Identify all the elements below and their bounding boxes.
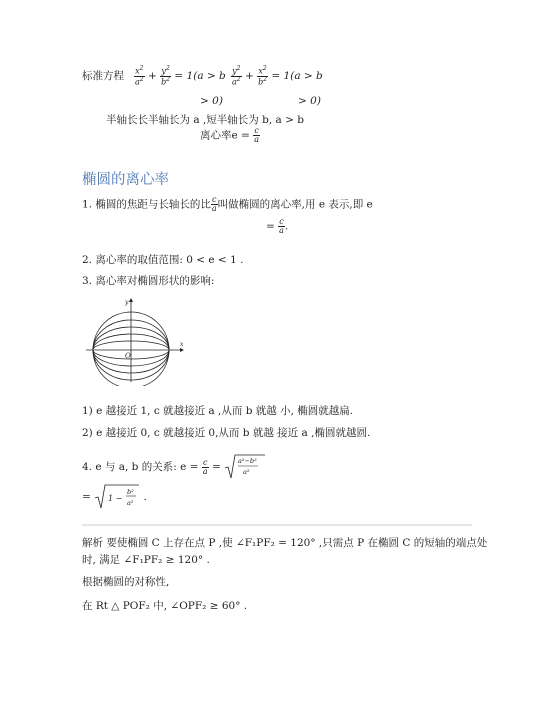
plus-sign: + bbox=[244, 70, 254, 83]
eccentricity-label: 离心率e = bbox=[200, 129, 250, 142]
sqrt-a2-b2-over-a2 bbox=[224, 454, 266, 480]
item4-equals: = bbox=[211, 461, 221, 473]
section-heading: 椭圆的离心率 bbox=[82, 172, 169, 188]
item1-period: . bbox=[284, 220, 289, 233]
item-2: 2. 离心率的取值范围: 0 < e < 1 . bbox=[82, 254, 244, 266]
svg-text:a²: a² bbox=[243, 468, 250, 476]
item-1: 1. 椭圆的焦距与长轴长的比 $\frac{c}{a}$ 叫做椭圆的离心率,用 e 表示,即 e bbox=[82, 195, 373, 213]
y-axis-label: y bbox=[125, 299, 129, 306]
eq2-text: = 1(a > b bbox=[271, 70, 323, 83]
note-2: 2) e 越接近 0, c 就越接近 0,从而 b 就越 接近 a ,椭圆就越圆. bbox=[82, 427, 371, 439]
eq1-tail: > 0) bbox=[200, 95, 223, 107]
solution-line-4: 在 Rt △ POF₂ 中, ∠OPF₂ ≥ 60° . bbox=[82, 600, 248, 612]
section-divider bbox=[82, 524, 472, 526]
svg-text:a²: a² bbox=[127, 499, 134, 507]
standard-equation-horizontal: $\frac{x^2}{a^2}$ + $\frac{y^2}{b^2}$ = 1(a > b bbox=[135, 65, 226, 87]
solution-line-2: 时, 满足 ∠F₁PF₂ ≥ 120° . bbox=[82, 554, 210, 566]
item1-equals: = bbox=[266, 220, 279, 233]
note-1: 1) e 越接近 1, c 就越接近 a ,从而 b 就越 小, 椭圆就越扁. bbox=[82, 405, 354, 417]
x-axis-label: x bbox=[180, 341, 184, 348]
item-1-formula: = $\frac{c}{a}$ . bbox=[266, 217, 289, 235]
origin-label: O bbox=[125, 352, 131, 360]
plus-sign: + bbox=[147, 70, 157, 83]
sqrt-one-minus-b2-over-a2 bbox=[94, 484, 140, 510]
item4-text: 4. e 与 a, b 的关系: e = bbox=[82, 461, 199, 473]
solution-line-1: 解析 要使椭圆 C 上存在点 P ,使 ∠F₁PF₂ = 120° ,只需点 P 在椭圆 C 的短轴的端点处 bbox=[82, 537, 488, 549]
item1-text-b: 叫做椭圆的离心率,用 e 表示,即 e bbox=[217, 198, 373, 211]
item1-text-a: 1. 椭圆的焦距与长轴长的比 bbox=[82, 198, 211, 211]
one-minus-text: 1 − bbox=[108, 494, 123, 503]
ellipse-eccentricity-figure bbox=[84, 294, 194, 386]
y-axis-arrow bbox=[129, 298, 133, 302]
svg-text:a²−b²: a²−b² bbox=[238, 457, 257, 465]
eccentricity-definition: 离心率e = $\frac{c}{a}$ bbox=[200, 126, 259, 144]
line-5 bbox=[82, 484, 147, 510]
solution-line-3: 根据椭圆的对称性, bbox=[82, 576, 170, 588]
axis-length-line: 半轴长长半轴长为 a ,短半轴长为 b, a > b bbox=[106, 114, 304, 126]
item-4: 4. e 与 a, b 的关系: e = $\frac{c}{a}$ = a²−b² a² bbox=[82, 454, 266, 480]
standard-equation-label: 标准方程 bbox=[82, 70, 124, 82]
svg-text:b²: b² bbox=[127, 488, 134, 496]
line5-equals: = bbox=[82, 491, 91, 503]
line5-period: . bbox=[143, 491, 147, 503]
item-3: 3. 离心率对椭圆形状的影响: bbox=[82, 275, 215, 287]
eq2-tail: > 0) bbox=[298, 95, 321, 107]
standard-equation-vertical: $\frac{y^2}{a^2}$ + $\frac{x^2}{b^2}$ = 1(a > b bbox=[232, 65, 323, 87]
eq1-text: = 1(a > b bbox=[174, 70, 226, 83]
x-axis-arrow bbox=[180, 348, 184, 352]
